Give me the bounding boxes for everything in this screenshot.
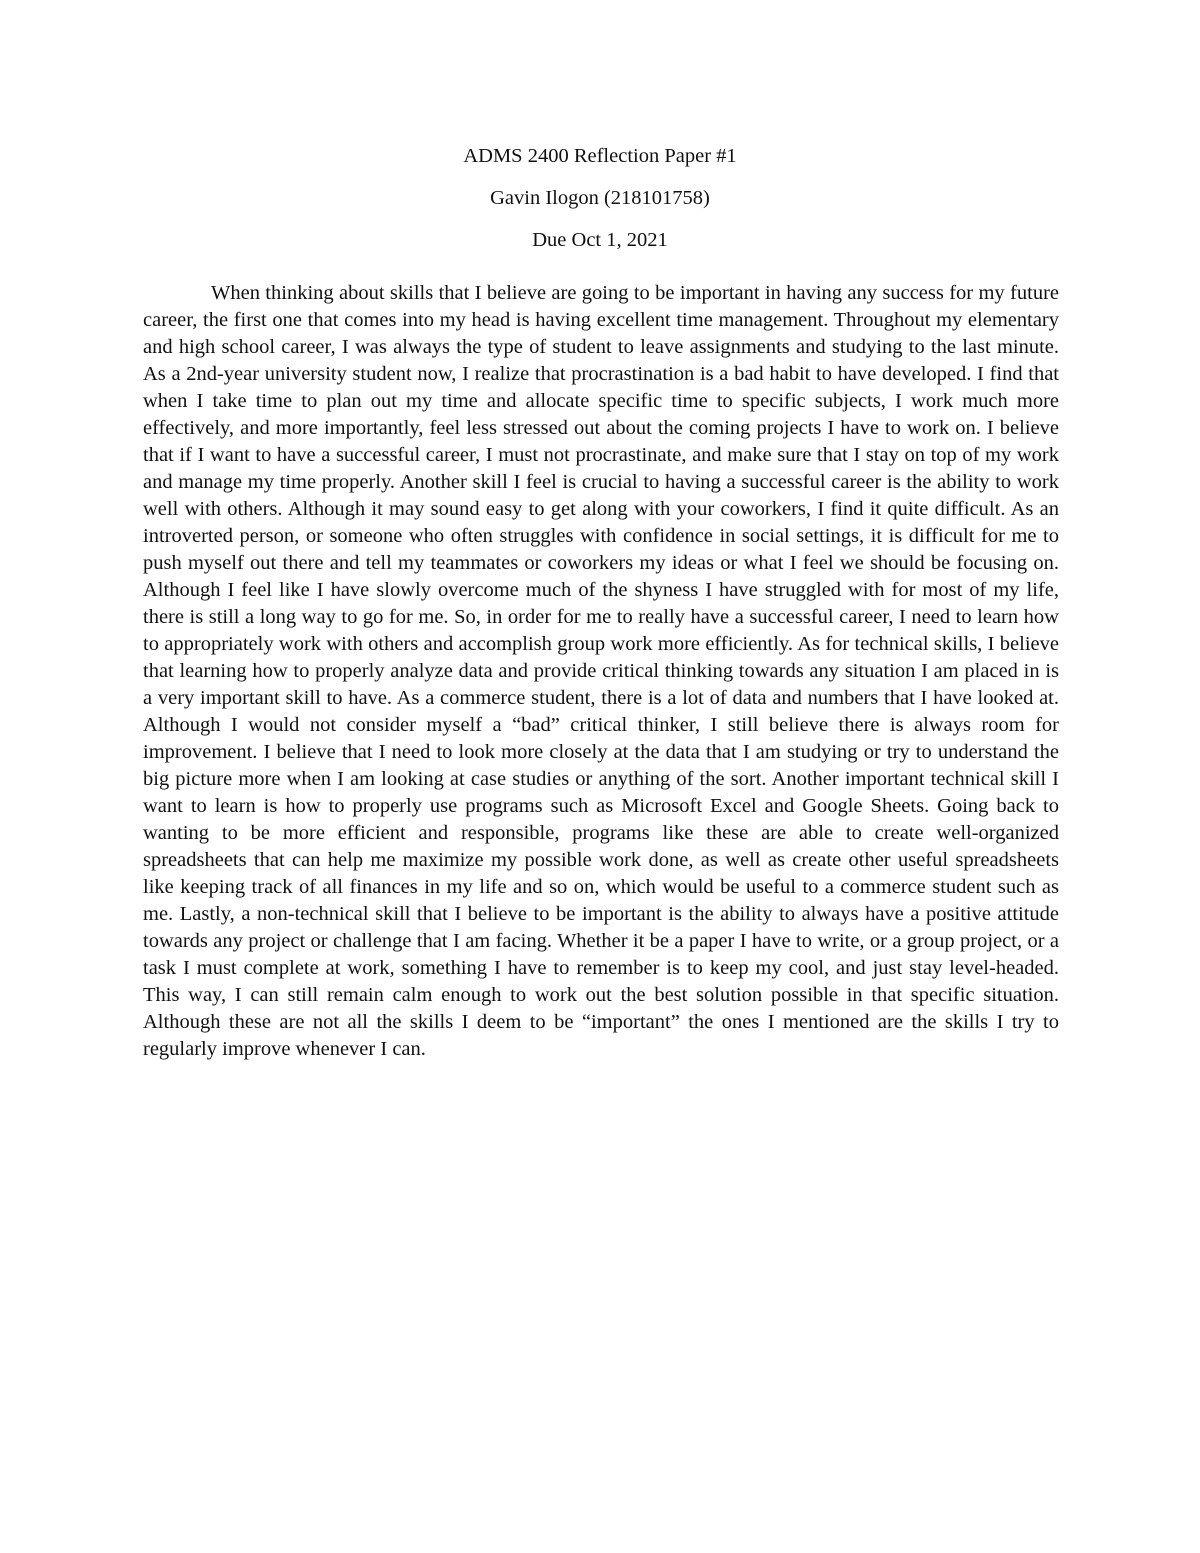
author-line: Gavin Ilogon (218101758)	[490, 187, 710, 209]
due-date: Due Oct 1, 2021	[532, 229, 668, 251]
document-title: ADMS 2400 Reflection Paper #1	[463, 145, 737, 167]
body-paragraph: When thinking about skills that I believe are going to be important in having any success for my future career, the first one that comes into my head is having excellent time management. Throughout my elementary and high school career, I was always the type of student to leave assignments and studying to the last minute. As a 2nd-year university student now, I realize that procrastination is a bad habit to have developed. I find that when I take time to plan out my time and allocate specific time to specific subjects, I work much more effectively, and more importantly, feel less stressed out about the coming projects I have to work on. I believe that if I want to have a successful career, I must not procrastinate, and make sure that I stay on top of my work and manage my time properly. Another skill I feel is crucial to having a successful career is the ability to work well with others. Although it may sound easy to get along with your coworkers, I find it quite difficult. As an introverted person, or someone who often struggles with confidence in social settings, it is difficult for me to push myself out there and tell my teammates or coworkers my ideas or what I feel we should be focusing on. Although I feel like I have slowly overcome much of the shyness I have struggled with for most of my life, there is still a long way to go for me. So, in order for me to really have a successful career, I need to learn how to appropriately work with others and accomplish group work more efficiently. As for technical skills, I believe that learning how to properly analyze data and provide critical thinking towards any situation I am placed in is a very important skill to have. As a commerce student, there is a lot of data and numbers that I have looked at. Although I would not consider myself a “bad” critical thinker, I still believe there is always room for improvement. I believe that I need to look more closely at the data that I am studying or try to understand the big picture more when I am looking at case studies or anything of the sort. Another important technical skill I want to learn is how to properly use programs such as Microsoft Excel and Google Sheets. Going back to wanting to be more efficient and responsible, programs like these are able to create well-organized spreadsheets that can help me maximize my possible work done, as well as create other useful spreadsheets like keeping track of all finances in my life and so on, which would be useful to a commerce student such as me. Lastly, a non-technical skill that I believe to be important is the ability to always have a positive attitude towards any project or challenge that I am facing. Whether it be a paper I have to write, or a group project, or a task I must complete at work, something I have to remember is to keep my cool, and just stay level-headed. This way, I can still remain calm enough to work out the best solution possible in that specific situation. Although these are not all the skills I deem to be “important” the ones I mentioned are the skills I try to regularly improve whenever I can.	[143, 282, 1059, 1060]
document-header	[0, 143, 1200, 269]
